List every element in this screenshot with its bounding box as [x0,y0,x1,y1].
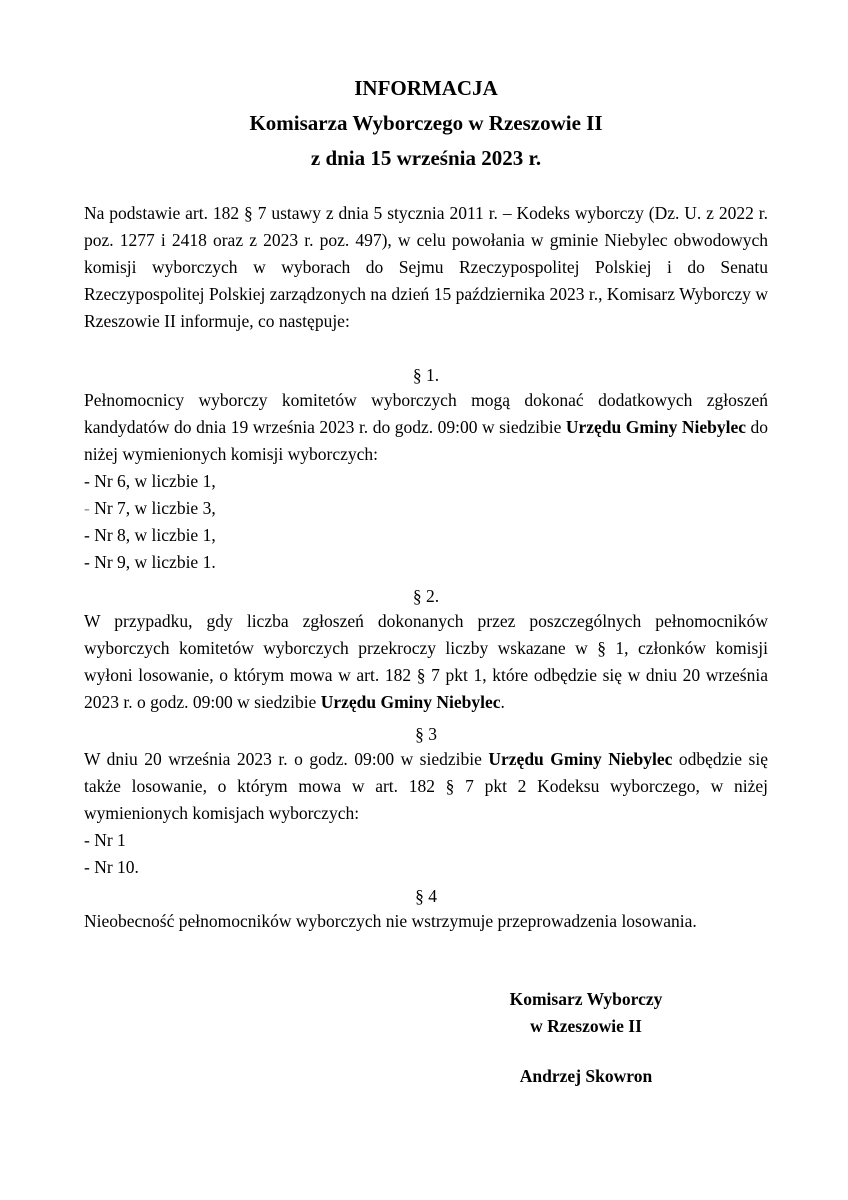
section-1-text-after: do niżej wymienionych komisji wyborczych: [84,417,768,464]
section-4-heading: § 4 [415,886,437,906]
list-item-text: Nr 1 [94,830,126,850]
list-item-nr-10 [84,854,768,881]
section-2-paragraph [84,608,768,716]
list-dash: - [84,471,90,491]
section-2-heading: § 2. [412,586,440,606]
signature-name: Andrzej Skowron [519,1066,653,1086]
venue-name-bold: Urzędu Gminy Niebylec [488,749,673,769]
section-3-commission-list [84,827,768,881]
list-dash: - [84,830,90,850]
list-item-nr-7 [84,495,768,522]
title-line-date: z dnia 15 września 2023 r. [310,146,542,170]
section-1-text-before: Pełnomocnicy wyborczy komitetów wyborczych mogą dokonać dodatkowych zgłoszeń kandydatów do dnia 19 września 2023 r. do godz. 09:00 w siedzibie [84,390,768,437]
list-item-text: Nr 7, w liczbie 3, [94,498,216,518]
list-item-nr-1 [84,827,768,854]
list-dash: - [84,857,90,877]
section-1-heading: § 1. [412,365,440,385]
title-line-informacja: INFORMACJA [354,76,498,100]
list-item-nr-9 [84,549,768,576]
section-1-commission-list [84,468,768,576]
venue-name-bold: Urzędu Gminy Niebylec [565,417,746,437]
document-title-block [84,71,768,176]
list-item-text: Nr 6, w liczbie 1, [94,471,216,491]
list-item-text: Nr 10. [94,857,139,877]
list-item-nr-6 [84,468,768,495]
signature-block [461,986,711,1090]
section-4-paragraph: Nieobecność pełnomocników wyborczych nie wstrzymuje przeprowadzenia losowania. [84,911,697,931]
section-2-text-before: W przypadku, gdy liczba zgłoszeń dokonanych przez poszczególnych pełnomocników wyborczych komitetów wyborczych przekroczy liczby wskazane w § 1, członków komisji wyłoni losowanie, o którym mowa w art. 182 § 7 pkt 1, które odbędzie się w dniu 20 września 2023 r. o godz. 09:00 w siedzibie [84,611,768,712]
list-item-text: Nr 9, w liczbie 1. [94,552,216,572]
title-line-commissioner: Komisarza Wyborczego w Rzeszowie II [249,111,603,135]
venue-name-bold: Urzędu Gminy Niebylec [320,692,501,712]
section-2-text-after: . [500,692,505,712]
section-1-paragraph [84,387,768,468]
list-dash: - [84,552,90,572]
section-3-paragraph [84,746,768,827]
section-3-heading: § 3 [415,724,437,744]
signature-role-line-2: w Rzeszowie II [530,1016,642,1036]
section-3-text-before: W dniu 20 września 2023 r. o godz. 09:00 w siedzibie [84,749,489,769]
list-item-nr-8 [84,522,768,549]
signature-role-line-1: Komisarz Wyborczy [509,989,663,1009]
intro-paragraph: Na podstawie art. 182 § 7 ustawy z dnia 5 stycznia 2011 r. – Kodeks wyborczy (Dz. U. z 2022 r. poz. 1277 i 2418 oraz z 2023 r. poz. 497), w celu powołania w gminie Niebylec obwodowych komisji wyborczych w wyborach do Sejmu Rzeczypospolitej Polskiej i do Senatu Rzeczypospolitej Polskiej zarządzonych na dzień 15 października 2023 r., Komisarz Wyborczy w Rzeszowie II informuje, co następuje: [84,203,768,331]
section-3-text-after: odbędzie się także losowanie, o którym mowa w art. 182 § 7 pkt 2 Kodeksu wyborczego, w niżej wymienionych komisjach wyborczych: [84,749,768,823]
list-item-text: Nr 8, w liczbie 1, [94,525,216,545]
list-dash: - [84,498,90,518]
list-dash: - [84,525,90,545]
